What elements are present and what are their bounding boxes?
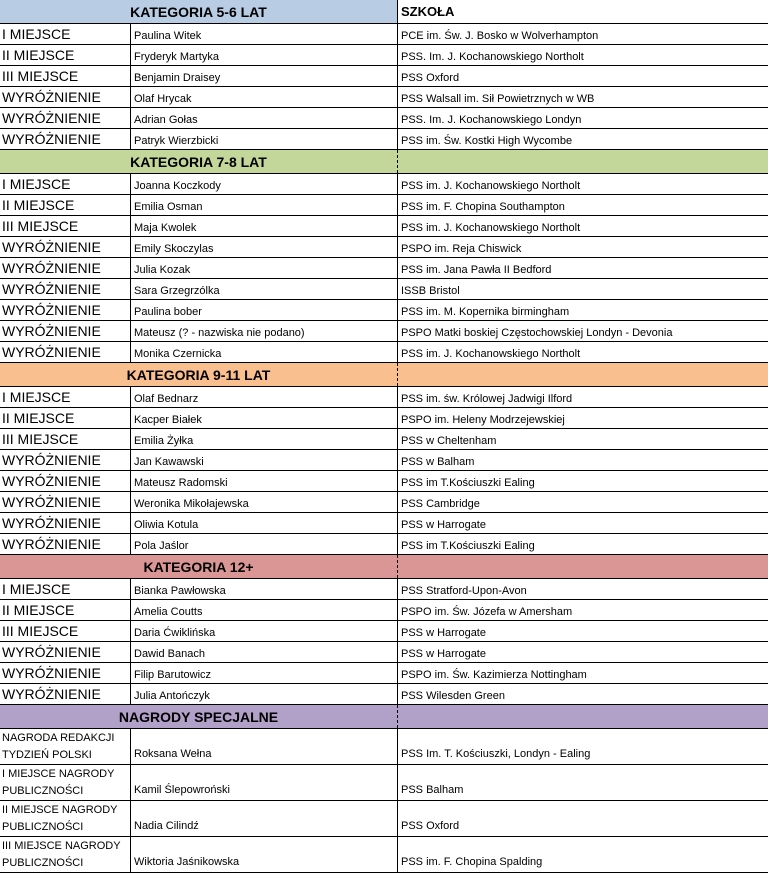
name-cell: Dawid Banach	[130, 642, 397, 662]
place-cell: WYRÓŻNIENIE	[2, 494, 101, 510]
award-name-cell	[0, 801, 130, 836]
name-cell: Olaf Bednarz	[130, 387, 397, 407]
school-cell: PSS Wilesden Green	[397, 684, 768, 704]
name-cell: Roksana Wełna	[130, 729, 397, 764]
table-row	[0, 237, 768, 258]
school-cell: PSPO im. Heleny Modrzejewskiej	[397, 408, 768, 428]
award-line-1: I MIEJSCE NAGRODY	[2, 767, 115, 780]
name-cell: Julia Kozak	[130, 258, 397, 278]
name-cell: Emilia Osman	[130, 195, 397, 215]
award-line-1: II MIEJSCE NAGRODY	[2, 803, 118, 816]
name-cell: Emilia Żyłka	[130, 429, 397, 449]
school-cell: PSS im. J. Kochanowskiego Northolt	[397, 216, 768, 236]
name-cell: Patryk Wierzbicki	[130, 129, 397, 149]
name-cell: Bianka Pawłowska	[130, 579, 397, 599]
category-header-7-8	[0, 150, 768, 174]
award-line-2: TYDZIEŃ POLSKI	[2, 748, 92, 761]
school-cell: PSS w Harrogate	[397, 642, 768, 662]
school-cell: PSS im. M. Kopernika birmingham	[397, 300, 768, 320]
school-cell: PSS im. J. Kochanowskiego Northolt	[397, 342, 768, 362]
category-header-12-plus	[0, 555, 768, 579]
school-cell: PSS im. F. Chopina Southampton	[397, 195, 768, 215]
table-row	[0, 429, 768, 450]
school-cell: PSPO im. Reja Chiswick	[397, 237, 768, 257]
school-cell: PSS w Balham	[397, 450, 768, 470]
table-row	[0, 765, 768, 801]
name-cell: Wiktoria Jaśnikowska	[130, 837, 397, 872]
category-header-5-6	[0, 0, 768, 24]
category-header-9-11	[0, 363, 768, 387]
school-cell: PSPO Matki boskiej Częstochowskiej Londyn - Devonia	[397, 321, 768, 341]
school-cell: PSS im. J. Kochanowskiego Northolt	[397, 174, 768, 194]
place-cell: WYRÓŻNIENIE	[2, 302, 101, 318]
award-line-1: III MIEJSCE NAGRODY	[2, 839, 121, 852]
table-row	[0, 216, 768, 237]
table-row	[0, 45, 768, 66]
table-row	[0, 300, 768, 321]
school-cell: PSS im T.Kościuszki Ealing	[397, 471, 768, 491]
place-cell: II MIEJSCE	[2, 602, 75, 618]
table-row	[0, 108, 768, 129]
name-cell: Pola Jaślor	[130, 534, 397, 554]
table-row	[0, 579, 768, 600]
place-cell: WYRÓŻNIENIE	[2, 260, 101, 276]
table-row	[0, 450, 768, 471]
place-cell: III MIEJSCE	[2, 623, 79, 639]
school-cell: PSS. Im. J. Kochanowskiego Londyn	[397, 108, 768, 128]
place-cell: WYRÓŻNIENIE	[2, 239, 101, 255]
name-cell: Paulina Witek	[130, 24, 397, 44]
name-cell: Jan Kawawski	[130, 450, 397, 470]
name-cell: Sara Grzegrzólka	[130, 279, 397, 299]
place-cell: III MIEJSCE	[2, 68, 79, 84]
school-cell: PSS im. św. Królowej Jadwigi Ilford	[397, 387, 768, 407]
name-cell: Paulina bober	[130, 300, 397, 320]
school-cell: PSPO im. Św. Józefa w Amersham	[397, 600, 768, 620]
name-cell: Adrian Gołas	[130, 108, 397, 128]
table-row	[0, 321, 768, 342]
school-cell: PSS Stratford-Upon-Avon	[397, 579, 768, 599]
table-row	[0, 258, 768, 279]
place-cell: WYRÓŻNIENIE	[2, 644, 101, 660]
special-awards-header	[0, 705, 768, 729]
school-cell: PSS w Cheltenham	[397, 429, 768, 449]
table-row	[0, 492, 768, 513]
place-cell: WYRÓŻNIENIE	[2, 89, 101, 105]
place-cell: II MIEJSCE	[2, 197, 75, 213]
place-cell: WYRÓŻNIENIE	[2, 473, 101, 489]
school-cell: PSS im T.Kościuszki Ealing	[397, 534, 768, 554]
school-cell: PSS im. Św. Kostki High Wycombe	[397, 129, 768, 149]
name-cell: Benjamin Draisey	[130, 66, 397, 86]
award-line-1: NAGRODA REDAKCJI	[2, 731, 115, 744]
name-cell: Kacper Białek	[130, 408, 397, 428]
name-cell: Monika Czernicka	[130, 342, 397, 362]
school-cell: ISSB Bristol	[397, 279, 768, 299]
name-cell: Mateusz (? - nazwiska nie podano)	[130, 321, 397, 341]
table-row	[0, 642, 768, 663]
school-cell: PSS im. F. Chopina Spalding	[397, 837, 768, 872]
place-cell: I MIEJSCE	[2, 389, 71, 405]
table-row	[0, 534, 768, 555]
table-row	[0, 342, 768, 363]
place-cell: III MIEJSCE	[2, 431, 79, 447]
empty-header-cell	[397, 363, 768, 386]
place-cell: WYRÓŻNIENIE	[2, 344, 101, 360]
category-title: KATEGORIA 7-8 LAT	[130, 154, 267, 170]
name-cell: Olaf Hrycak	[130, 87, 397, 107]
place-cell: I MIEJSCE	[2, 176, 71, 192]
table-row	[0, 387, 768, 408]
table-row	[0, 408, 768, 429]
name-cell: Kamil Ślepowroński	[130, 765, 397, 800]
school-cell: PSS Balham	[397, 765, 768, 800]
name-cell: Oliwia Kotula	[130, 513, 397, 533]
name-cell: Daria Ćwiklińska	[130, 621, 397, 641]
name-cell: Nadia Cilindź	[130, 801, 397, 836]
name-cell: Emily Skoczylas	[130, 237, 397, 257]
place-cell: I MIEJSCE	[2, 26, 71, 42]
place-cell: I MIEJSCE	[2, 581, 71, 597]
school-cell: PSS w Harrogate	[397, 621, 768, 641]
category-title: KATEGORIA 5-6 LAT	[0, 0, 397, 23]
place-cell: WYRÓŻNIENIE	[2, 323, 101, 339]
category-title: KATEGORIA 9-11 LAT	[126, 367, 271, 383]
award-line-2: PUBLICZNOŚCI	[2, 820, 84, 833]
table-row	[0, 279, 768, 300]
name-cell: Fryderyk Martyka	[130, 45, 397, 65]
table-row	[0, 87, 768, 108]
school-cell: PSS Walsall im. Sił Powietrznych w WB	[397, 87, 768, 107]
place-cell: III MIEJSCE	[2, 218, 79, 234]
name-cell: Maja Kwolek	[130, 216, 397, 236]
place-cell: WYRÓŻNIENIE	[2, 131, 101, 147]
table-row	[0, 621, 768, 642]
school-cell: PSS Im. T. Kościuszki, Londyn - Ealing	[397, 729, 768, 764]
empty-header-cell	[397, 555, 768, 578]
name-cell: Julia Antończyk	[130, 684, 397, 704]
award-line-2: PUBLICZNOŚCI	[2, 784, 84, 797]
school-column-header: SZKOŁA	[397, 0, 768, 23]
table-row	[0, 801, 768, 837]
name-cell: Mateusz Radomski	[130, 471, 397, 491]
place-cell: WYRÓŻNIENIE	[2, 515, 101, 531]
name-cell: Weronika Mikołajewska	[130, 492, 397, 512]
place-cell: WYRÓŻNIENIE	[2, 686, 101, 702]
table-row	[0, 66, 768, 87]
school-cell: PSS. Im. J. Kochanowskiego Northolt	[397, 45, 768, 65]
table-row	[0, 174, 768, 195]
table-row	[0, 471, 768, 492]
table-row	[0, 729, 768, 765]
award-line-2: PUBLICZNOŚCI	[2, 856, 84, 869]
school-cell: PSS Oxford	[397, 801, 768, 836]
place-cell: WYRÓŻNIENIE	[2, 452, 101, 468]
name-cell: Joanna Koczkody	[130, 174, 397, 194]
award-name-cell	[0, 729, 130, 764]
award-name-cell	[0, 837, 130, 872]
school-cell: PSPO im. Św. Kazimierza Nottingham	[397, 663, 768, 683]
table-row	[0, 600, 768, 621]
table-row	[0, 684, 768, 705]
place-cell: WYRÓŻNIENIE	[2, 536, 101, 552]
table-row	[0, 24, 768, 45]
table-row	[0, 837, 768, 873]
empty-header-cell	[397, 150, 768, 173]
school-cell: PSS w Harrogate	[397, 513, 768, 533]
place-cell: II MIEJSCE	[2, 410, 75, 426]
table-row	[0, 513, 768, 534]
award-name-cell	[0, 765, 130, 800]
school-cell: PSS im. Jana Pawła II Bedford	[397, 258, 768, 278]
school-cell: PSS Cambridge	[397, 492, 768, 512]
empty-header-cell	[397, 705, 768, 728]
place-cell: WYRÓŻNIENIE	[2, 110, 101, 126]
table-row	[0, 129, 768, 150]
school-cell: PCE im. Św. J. Bosko w Wolverhampton	[397, 24, 768, 44]
place-cell: WYRÓŻNIENIE	[2, 665, 101, 681]
table-row	[0, 663, 768, 684]
school-cell: PSS Oxford	[397, 66, 768, 86]
name-cell: Filip Barutowicz	[130, 663, 397, 683]
table-row	[0, 195, 768, 216]
place-cell: II MIEJSCE	[2, 47, 75, 63]
category-title: NAGRODY SPECJALNE	[118, 709, 279, 725]
place-cell: WYRÓŻNIENIE	[2, 281, 101, 297]
name-cell: Amelia Coutts	[130, 600, 397, 620]
category-title: KATEGORIA 12+	[143, 559, 254, 575]
